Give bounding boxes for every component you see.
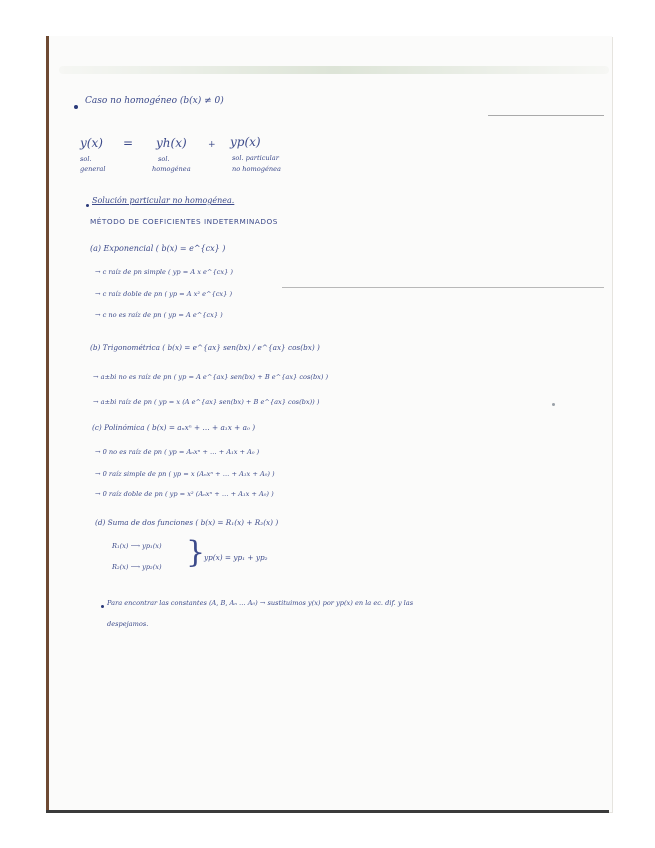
case-d-title: (d) Suma de dos funciones ( b(x) = R₁(x) + R₂(x) )	[95, 518, 279, 527]
bullet-dot	[74, 105, 78, 109]
case-d-result: yp(x) = yp₁ + yp₂	[204, 553, 268, 562]
note-general: general	[80, 165, 106, 173]
pencil-line-middle	[282, 287, 604, 288]
formula-yp: yp(x)	[230, 135, 261, 149]
note-homogenea: homogénea	[152, 165, 191, 173]
method-title: MÉTODO DE COEFICIENTES INDETERMINADOS	[90, 217, 278, 226]
note-no-homogenea: no homogénea	[232, 165, 281, 173]
page-smudge	[59, 66, 609, 74]
formula-yh: yh(x)	[156, 136, 187, 150]
case-b-line-1: → a±bi no es raíz de pn ( yp = A e^{ax} sen(bx) + B e^{ax} cos(bx) )	[93, 373, 329, 381]
case-d-r1: R₁(x) ⟶ yp₁(x)	[112, 542, 162, 550]
bullet-dot	[101, 605, 104, 608]
footer-note-line-1: Para encontrar las constantes (A, B, Aₙ … A₀) → sustituimos y(x) por yp(x) en la ec. dif. y las	[107, 599, 414, 607]
formula-plus: +	[208, 140, 216, 150]
case-a-title: (a) Exponencial ( b(x) = e^{cx} )	[90, 244, 226, 253]
formula-equals: =	[123, 136, 134, 150]
case-b-line-2: → a±bi raíz de pn ( yp = x (A e^{ax} sen(bx) + B e^{ax} cos(bx)) )	[93, 398, 320, 406]
note-sol: sol.	[80, 155, 92, 163]
bullet-dot	[86, 204, 89, 207]
section-title: Solución particular no homogénea.	[92, 196, 235, 205]
page-speck	[552, 403, 555, 406]
page-bottom-edge	[46, 810, 609, 813]
case-c-line-3: → 0 raíz doble de pn ( yp = x² (Aₙxⁿ + … + A₁x + A₀) )	[95, 490, 274, 498]
pencil-line-top	[488, 115, 604, 116]
footer-note-line-2: despejamos.	[107, 620, 149, 628]
heading-no-homogeneo: Caso no homogéneo (b(x) ≠ 0)	[85, 96, 224, 106]
case-a-line-2: → c raíz doble de pn ( yp = A x² e^{cx} )	[95, 290, 233, 298]
case-c-line-1: → 0 no es raíz de pn ( yp = Aₙxⁿ + … + A₁x + A₀ )	[95, 448, 260, 456]
note-sol-h: sol.	[158, 155, 170, 163]
case-a-line-3: → c no es raíz de pn ( yp = A e^{cx} )	[95, 311, 223, 319]
curly-brace: }	[186, 535, 206, 570]
note-sol-particular: sol. particular	[232, 154, 279, 162]
case-a-line-1: → c raíz de pn simple ( yp = A x e^{cx} )	[95, 268, 233, 276]
case-c-title: (c) Polinómica ( b(x) = aₙxⁿ + … + a₁x + a₀ )	[92, 423, 256, 432]
case-c-line-2: → 0 raíz simple de pn ( yp = x (Aₙxⁿ + … + A₁x + A₀) )	[95, 470, 275, 478]
formula-y: y(x)	[80, 136, 103, 150]
case-b-title: (b) Trigonométrica ( b(x) = e^{ax} sen(bx) / e^{ax} cos(bx) )	[90, 343, 320, 352]
case-d-r2: R₂(x) ⟶ yp₂(x)	[112, 563, 162, 571]
